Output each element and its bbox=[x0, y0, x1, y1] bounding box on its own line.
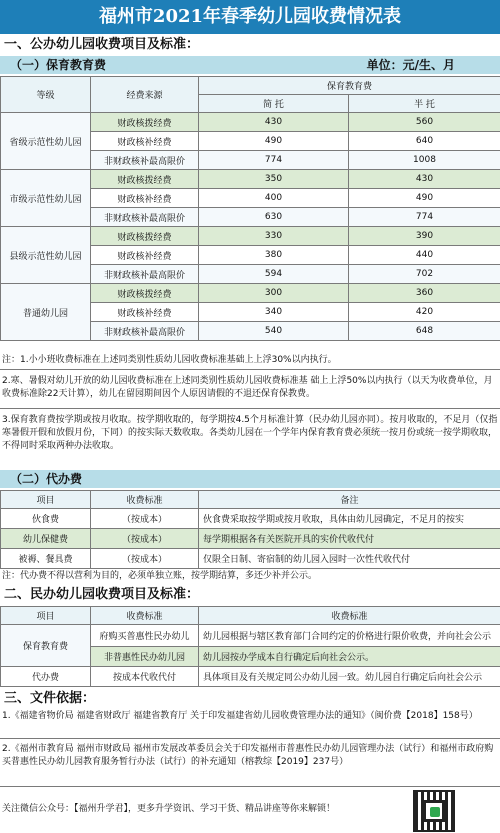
item-cell: 伙食费 bbox=[1, 509, 91, 529]
section-public-heading: 一、公办幼儿园收费项目及标准： bbox=[0, 36, 500, 54]
full-fee-cell: 430 bbox=[199, 113, 349, 132]
full-fee-cell: 540 bbox=[199, 322, 349, 341]
level-cell: 省级示范性幼儿园 bbox=[1, 113, 91, 170]
item-cell: 被褥、餐具费 bbox=[1, 549, 91, 569]
standard-cell: 非普惠性民办幼儿园 bbox=[91, 647, 199, 667]
divider bbox=[0, 786, 500, 787]
full-fee-cell: 490 bbox=[199, 132, 349, 151]
header-source: 经费来源 bbox=[91, 77, 199, 113]
private-fee-table bbox=[0, 606, 500, 687]
source-cell: 非财政核补最高限价 bbox=[91, 322, 199, 341]
level-cell: 市级示范性幼儿园 bbox=[1, 170, 91, 227]
header-half-day: 半 托 bbox=[349, 95, 500, 113]
half-fee-cell: 560 bbox=[349, 113, 500, 132]
header-standard-desc: 收费标准 bbox=[199, 607, 500, 625]
half-fee-cell: 774 bbox=[349, 208, 500, 227]
tuition-note-3: 3.保育教育费按学期或按月收取。按学期收取的，每学期按4.5个月标准计算（民办幼儿园亦同）。按月收取的，不足月（仅指寒暑假开假和放假月份，下同）的按实际天数收取。各类幼儿园在一个学年内保育教育费必须统一按月份或统一按学期收取，不得同时采取两种办法收取。 bbox=[2, 415, 498, 451]
standard-cell: （按成本） bbox=[91, 509, 199, 529]
subsection-tuition-heading: （一）保育教育费 bbox=[0, 56, 500, 74]
standard-cell: （按成本） bbox=[91, 529, 199, 549]
qr-code-icon bbox=[413, 790, 455, 832]
header-level: 等级 bbox=[1, 77, 91, 113]
divider bbox=[0, 408, 500, 409]
source-cell: 财政核拨经费 bbox=[91, 227, 199, 246]
half-fee-cell: 430 bbox=[349, 170, 500, 189]
full-fee-cell: 400 bbox=[199, 189, 349, 208]
standard-cell: 府购买普惠性民办幼儿 bbox=[91, 625, 199, 647]
source-cell: 财政核拨经费 bbox=[91, 170, 199, 189]
source-cell: 财政核补经费 bbox=[91, 246, 199, 265]
half-fee-cell: 1008 bbox=[349, 151, 500, 170]
tuition-note-1: 注：1.小小班收费标准在上述同类别性质幼儿园收费标准基础上上浮30%以内执行。 bbox=[2, 355, 337, 365]
source-cell: 非财政核补最高限价 bbox=[91, 208, 199, 227]
source-cell: 非财政核补最高限价 bbox=[91, 151, 199, 170]
remark-cell: 仅限全日制、寄宿制的幼儿园入园时一次性代收代付 bbox=[199, 549, 500, 569]
footer-text: 关注微信公众号：【福州升学君】，更多升学资讯、学习干货、精品讲座等你来解锁！ bbox=[2, 804, 336, 814]
half-fee-cell: 390 bbox=[349, 227, 500, 246]
item-cell: 幼儿保健费 bbox=[1, 529, 91, 549]
standard-cell: （按成本） bbox=[91, 549, 199, 569]
half-fee-cell: 420 bbox=[349, 303, 500, 322]
half-fee-cell: 490 bbox=[349, 189, 500, 208]
level-cell: 县级示范性幼儿园 bbox=[1, 227, 91, 284]
full-fee-cell: 300 bbox=[199, 284, 349, 303]
header-item: 项目 bbox=[1, 491, 91, 509]
half-fee-cell: 640 bbox=[349, 132, 500, 151]
source-cell: 财政核补经费 bbox=[91, 303, 199, 322]
desc-cell: 具体项目及有关规定同公办幼儿园一致。幼儿园自行确定后向社会公示 bbox=[199, 667, 500, 687]
subsection-agency-heading: （二）代办费 bbox=[0, 470, 500, 488]
half-fee-cell: 702 bbox=[349, 265, 500, 284]
desc-cell: 幼儿园按办学成本自行确定后向社会公示。 bbox=[199, 647, 500, 667]
divider bbox=[0, 738, 500, 739]
full-fee-cell: 350 bbox=[199, 170, 349, 189]
desc-cell: 幼儿园根据与辖区教育部门合同约定的价格进行限价收费，并向社会公示 bbox=[199, 625, 500, 647]
full-fee-cell: 330 bbox=[199, 227, 349, 246]
source-cell: 财政核补经费 bbox=[91, 189, 199, 208]
level-cell: 普通幼儿园 bbox=[1, 284, 91, 341]
source-cell: 非财政核补最高限价 bbox=[91, 265, 199, 284]
source-cell: 财政核拨经费 bbox=[91, 284, 199, 303]
item-cell: 代办费 bbox=[1, 667, 91, 687]
header-remark: 备注 bbox=[199, 491, 500, 509]
full-fee-cell: 630 bbox=[199, 208, 349, 227]
header-standard: 收费标准 bbox=[91, 607, 199, 625]
header-full-day: 简 托 bbox=[199, 95, 349, 113]
standard-cell: 按成本代收代付 bbox=[91, 667, 199, 687]
doc-ref-2: 2.《福州市教育局 福州市财政局 福州市发展改革委员会关于印发福州市普惠性民办幼儿园管理办法（试行）和福州市政府购买普惠性民办幼儿园教育服务暂行办法（试行）的补充通知（榕教综【2019】237号） bbox=[2, 744, 494, 767]
section-docs-heading: 三、文件依据： bbox=[0, 690, 500, 708]
full-fee-cell: 774 bbox=[199, 151, 349, 170]
page-title: 福州市2021年春季幼儿园收费情况表 bbox=[0, 0, 500, 34]
tuition-table bbox=[0, 76, 500, 341]
header-fee: 保育教育费 bbox=[199, 77, 500, 95]
full-fee-cell: 594 bbox=[199, 265, 349, 284]
remark-cell: 每学期根据各有关医院开具的实价代收代付 bbox=[199, 529, 500, 549]
unit-label: 单位：元/生、月 bbox=[366, 58, 455, 72]
item-cell: 保育教育费 bbox=[1, 625, 91, 667]
doc-ref-1: 1.《福建省物价局 福建省财政厅 福建省教育厅 关于印发福建省幼儿园收费管理办法的通知》（闽价费【2018】158号） bbox=[2, 711, 478, 721]
header-standard: 收费标准 bbox=[91, 491, 199, 509]
tuition-note-2: 2.寒、暑假对幼儿开放的幼儿园收费标准在上述同类别性质幼儿园收费标准基 础上上浮50%以内执行（以天为收费单位，月收费标准除22天计算），幼儿在留园期间因个人原因请假的不退还保育保教费。 bbox=[2, 376, 493, 399]
half-fee-cell: 440 bbox=[349, 246, 500, 265]
half-fee-cell: 648 bbox=[349, 322, 500, 341]
wechat-logo-icon bbox=[430, 807, 440, 817]
agency-fee-table bbox=[0, 490, 500, 569]
section-private-heading: 二、民办幼儿园收费项目及标准： bbox=[0, 586, 500, 604]
source-cell: 财政核拨经费 bbox=[91, 113, 199, 132]
half-fee-cell: 360 bbox=[349, 284, 500, 303]
full-fee-cell: 380 bbox=[199, 246, 349, 265]
divider bbox=[0, 369, 500, 370]
remark-cell: 伙食费采取按学期或按月收取，具体由幼儿园确定，不足月的按实 bbox=[199, 509, 500, 529]
header-item: 项目 bbox=[1, 607, 91, 625]
agency-note: 注：代办费不得以营利为目的，必须单独立账，按学期结算，多还少补并公示。 bbox=[2, 571, 318, 581]
full-fee-cell: 340 bbox=[199, 303, 349, 322]
source-cell: 财政核补经费 bbox=[91, 132, 199, 151]
